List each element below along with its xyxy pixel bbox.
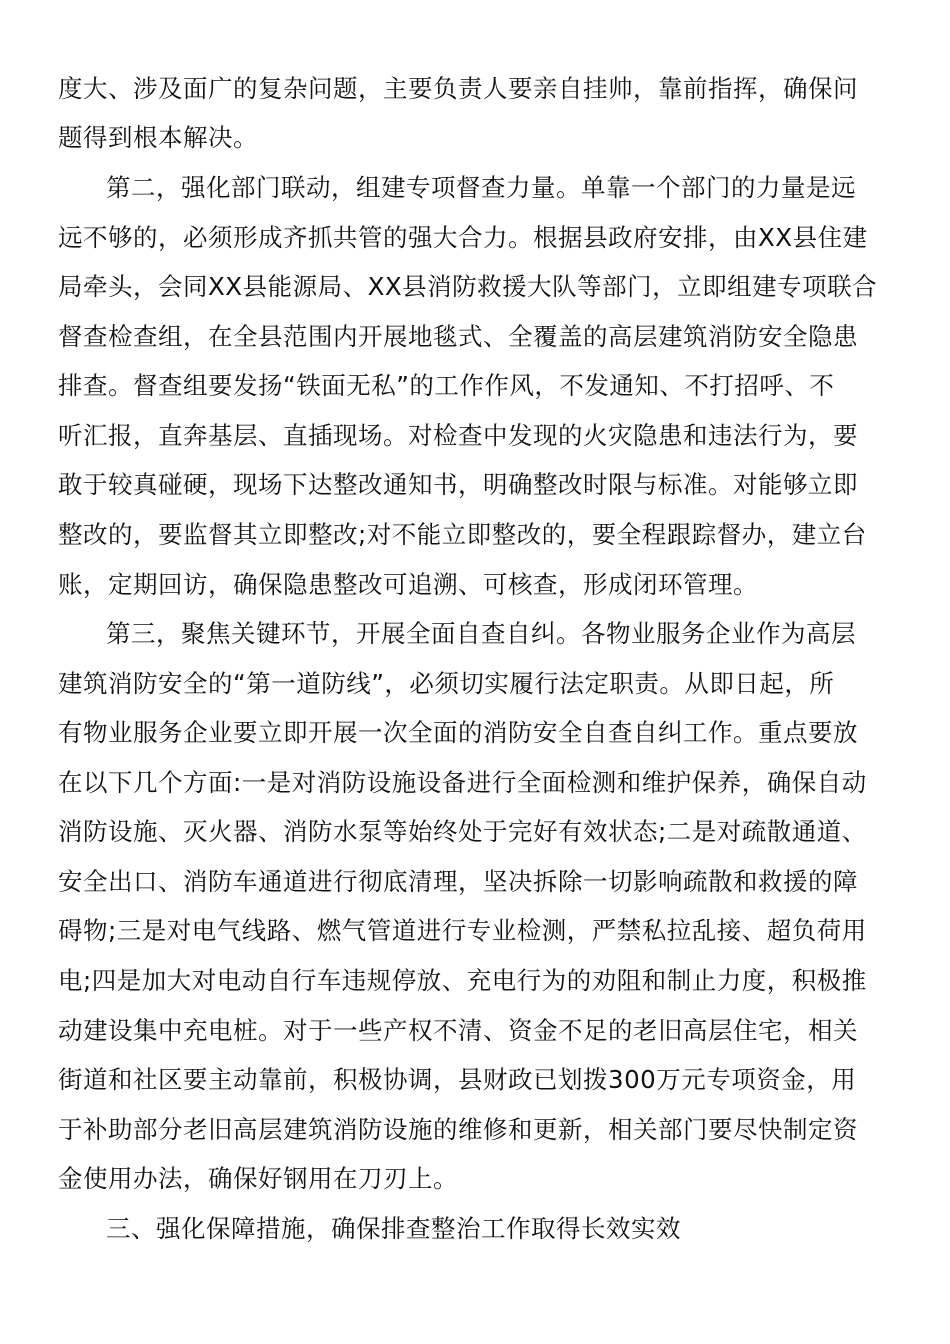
text-line: 排查。督查组要发扬“铁面无私”的工作作风，不发通知、不打招呼、不 <box>58 371 835 400</box>
text-line: 有物业服务企业要立即开展一次全面的消防安全自查自纠工作。重点要放 <box>58 718 858 747</box>
text-line: 听汇报，直奔基层、直插现场。对检查中发现的火灾隐患和违法行为，要 <box>58 421 858 450</box>
text-line: 建筑消防安全的“第一道防线”，必须切实履行法定职责。从即日起，所 <box>58 669 835 698</box>
section-heading: 三、强化保障措施，确保排查整治工作取得长效实效 <box>106 1214 681 1243</box>
paragraph-start-line: 第三，聚焦关键环节，开展全面自查自纠。各物业服务企业作为高层 <box>106 619 856 648</box>
text-line: 督查检查组，在全县范围内开展地毯式、全覆盖的高层建筑消防安全隐患 <box>58 322 858 351</box>
text-line: 远不够的，必须形成齐抓共管的强大合力。根据县政府安排，由XX县住建 <box>58 223 868 252</box>
text-line: 消防设施、灭火器、消防水泵等始终处于完好有效状态;二是对疏散通道、 <box>58 817 867 846</box>
text-line: 金使用办法，确保好钢用在刀刃上。 <box>58 1164 458 1193</box>
text-line: 碍物;三是对电气线路、燃气管道进行专业检测，严禁私拉乱接、超负荷用 <box>58 916 867 945</box>
text-line: 敢于较真碰硬，现场下达整改通知书，明确整改时限与标准。对能够立即 <box>58 470 858 499</box>
text-line: 题得到根本解决。 <box>58 123 258 152</box>
paragraph-start-line: 第二，强化部门联动，组建专项督查力量。单靠一个部门的力量是远 <box>106 173 856 202</box>
text-line: 于补助部分老旧高层建筑消防设施的维修和更新，相关部门要尽快制定资 <box>58 1115 858 1144</box>
text-line: 安全出口、消防车通道进行彻底清理，坚决拆除一切影响疏散和救援的障 <box>58 867 858 896</box>
text-line: 电;四是加大对电动自行车违规停放、充电行为的劝阻和制止力度，积极推 <box>58 966 867 995</box>
text-line: 整改的，要监督其立即整改;对不能立即整改的，要全程跟踪督办，建立台 <box>58 520 867 549</box>
text-line: 账，定期回访，确保隐患整改可追溯、可核查，形成闭环管理。 <box>58 570 758 599</box>
text-line: 动建设集中充电桩。对于一些产权不清、资金不足的老旧高层住宅，相关 <box>58 1016 858 1045</box>
text-line: 在以下几个方面:一是对消防设施设备进行全面检测和维护保养，确保自动 <box>58 768 867 797</box>
text-line: 街道和社区要主动靠前，积极协调，县财政已划拨300万元专项资金，用 <box>58 1065 857 1094</box>
text-line: 度大、涉及面广的复杂问题，主要负责人要亲自挂帅，靠前指挥，确保问 <box>58 74 858 103</box>
text-line: 局牵头，会同XX县能源局、XX县消防救援大队等部门，立即组建专项联合 <box>58 272 878 301</box>
